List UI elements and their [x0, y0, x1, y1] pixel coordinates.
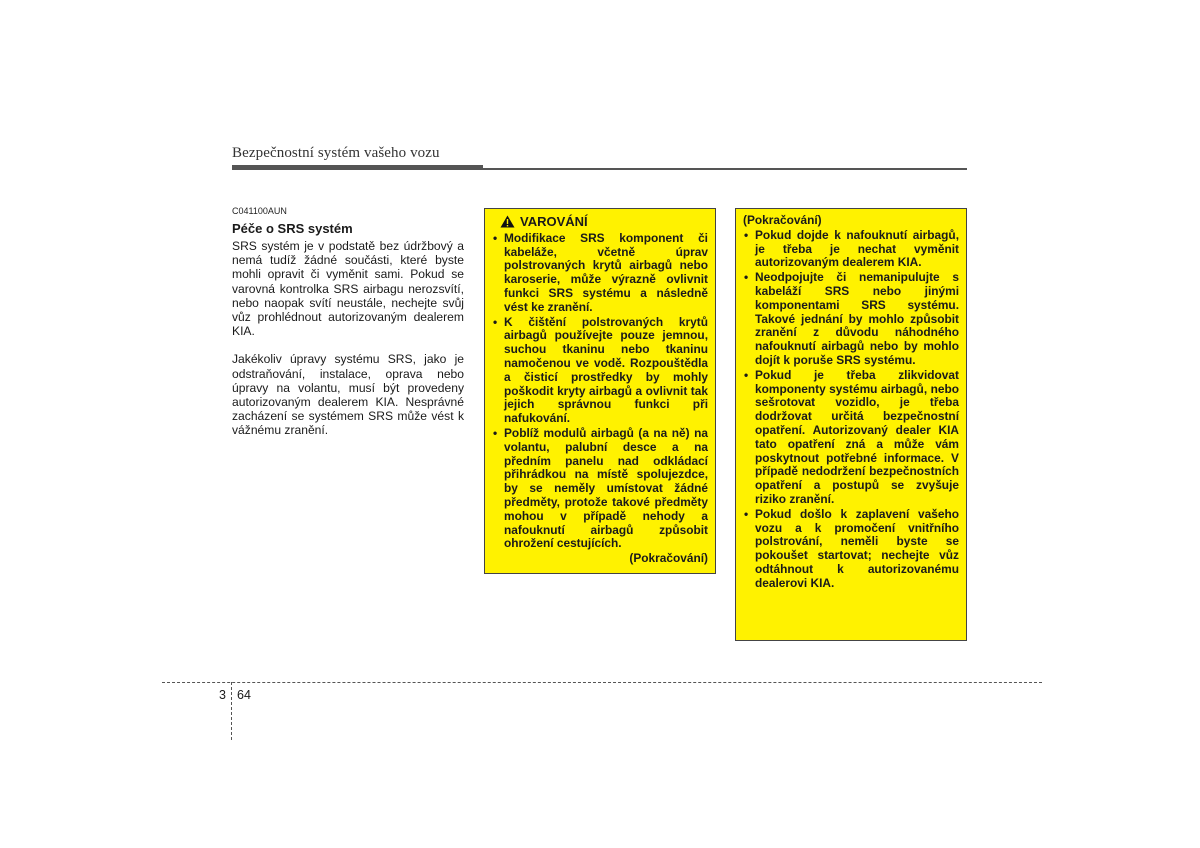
warning-list — [492, 232, 708, 551]
warning-box-continued — [735, 208, 967, 641]
warning-item: • Pokud je třeba zlikvidovat komponenty systému airbagů, nebo sešrotovat vozidlo, je třeba dodržovat určitá bezpečnostní opatření. Autorizovaný dealer KIA tato opatření zná a může vám poskytnout potřebné informace. V případě nedodržení bezpečnostních opatření a postupů se zvyšuje riziko zranění. — [743, 369, 959, 507]
footer-rule — [162, 682, 1042, 683]
section-heading: Péče o SRS systém — [232, 221, 353, 236]
chapter-number: 3 — [219, 688, 226, 702]
warning-list — [743, 229, 959, 591]
warning-item: • Neodpojujte či nemanipulujte s kabeláží SRS nebo jinými komponentami SRS systému. Takové jednání by mohlo způsobit zranění z důvodu náhodného nafouknutí airbagů nebo by mohlo dojít k poruše SRS systému. — [743, 271, 959, 368]
paragraph: Jakékoliv úpravy systému SRS, jako je odstraňování, instalace, oprava nebo úpravy na volantu, musí být provedeny autorizovaným dealerem KIA. Nesprávné zacházení se systémem SRS může vést k vážnému zranění. — [232, 352, 464, 438]
warning-item: • Poblíž modulů airbagů (a na ně) na volantu, palubní desce a na předním panelu nad odkládací přihrádkou na místě spolujezdce, by se neměly umístovat žádné předměty, protože takové předměty mohou v případě nehody a nafouknutí airbagů způsobit ohrožení cestujících. — [492, 427, 708, 551]
warning-triangle-icon — [500, 215, 515, 228]
header-title: Bezpečnostní systém vašeho vozu — [232, 145, 440, 161]
warning-item: • K čištění polstrovaných krytů airbagů používejte pouze jemnou, suchou tkaninu nebo tkaninu namočenou ve vodě. Rozpouštědla a čisticí prostředky by mohly poškodit kryty airbagů a ovlivnit tak jejich správnou funkci při nafukování. — [492, 316, 708, 426]
warning-box — [484, 208, 716, 574]
warning-item: • Modifikace SRS komponent či kabeláže, včetně úprav polstrovaných krytů airbagů nebo karoserie, může výrazně ovlivnit funkci SRS systému a následně vést ke zranění. — [492, 232, 708, 315]
paragraph: SRS systém je v podstatě bez údržbový a nemá tudíž žádné součásti, které byste mohli opravit či vyměnit sami. Pokud se varovná kontrolka SRS airbagu nerozsvítí, nebo naopak svítí neustále, nechejte svůj vůz prohlédnout autorizovaným dealerem KIA. — [232, 239, 464, 339]
footer-divider — [231, 682, 232, 740]
warning-header — [500, 215, 708, 229]
header-rule-thick — [232, 165, 483, 170]
warning-item: • Pokud dojde k nafouknutí airbagů, je třeba je nechat vyměnit autorizovaným dealerem KIA. — [743, 229, 959, 270]
section-code: C041100AUN — [232, 206, 287, 216]
warning-item: • Pokud došlo k zaplavení vašeho vozu a k promočení vnitřního polstrování, neměli byste se pokoušet startovat; nechejte vůz odtáhnout k autorizovanému dealerovi KIA. — [743, 508, 959, 591]
srs-care-section — [232, 206, 464, 438]
continued-label: (Pokračování) — [743, 213, 822, 227]
continued-label: (Pokračování) — [629, 551, 708, 566]
header-rule-thin — [483, 168, 967, 170]
warning-title: VAROVÁNÍ — [520, 214, 588, 229]
page-number: 64 — [237, 688, 251, 702]
